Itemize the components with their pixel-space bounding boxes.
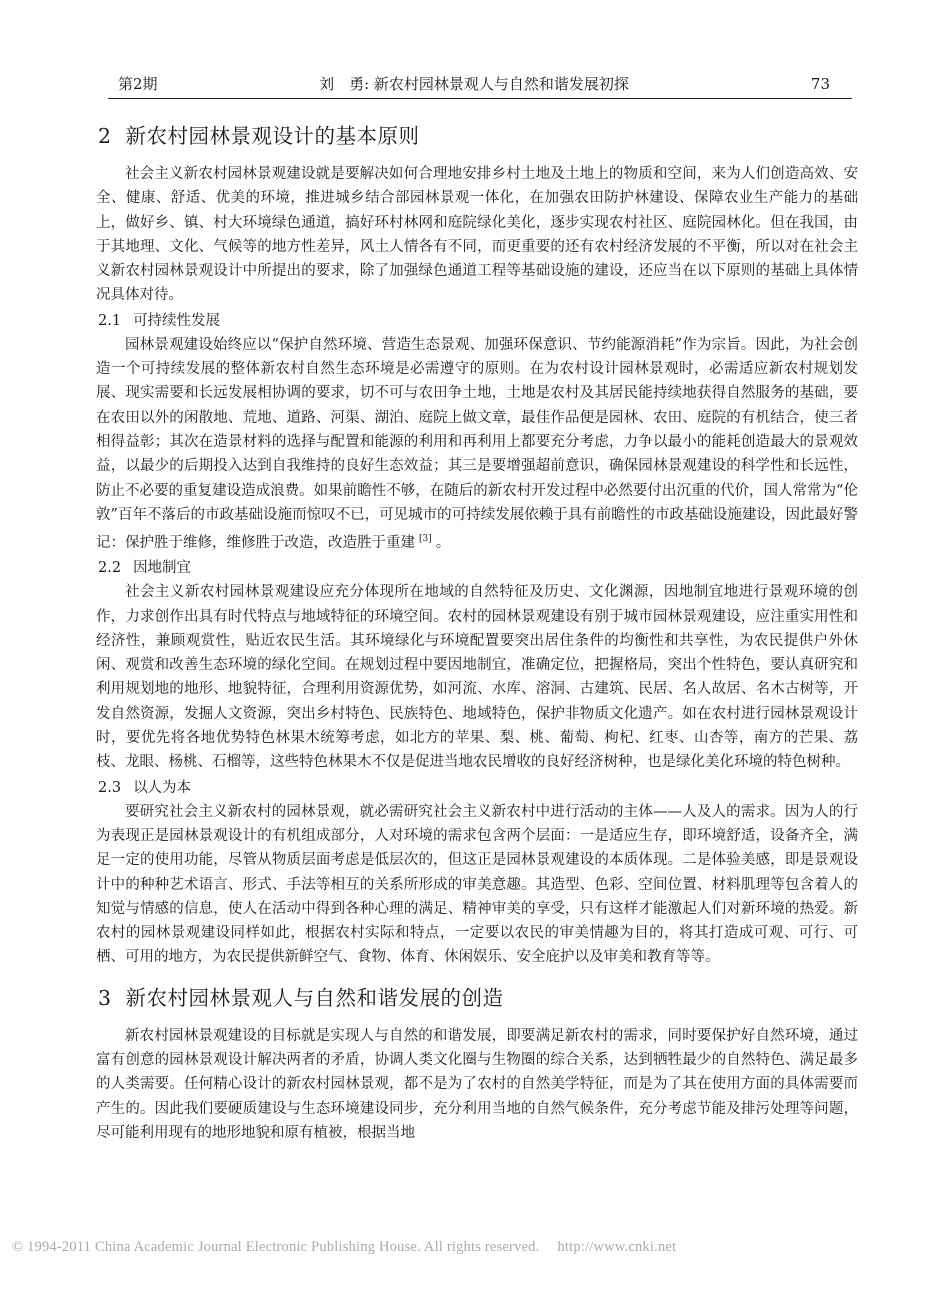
subsection-number: 2.3 [98,779,122,796]
page-number: 73 [810,75,830,93]
running-title: 刘 勇: 新农村园林景观人与自然和谐发展初探 [319,75,629,93]
footer-url[interactable]: http://www.cnki.net [557,1239,677,1255]
section-title: 新农村园林景观人与自然和谐发展的创造 [125,985,504,1010]
subsection-number: 2.2 [98,560,122,577]
section-3-heading [98,982,858,1014]
subsection-2-1-paragraph [96,333,858,556]
subsection-number: 2.1 [98,312,122,329]
subsection-2-3-paragraph: 要研究社会主义新农村的园林景观，就必需研究社会主义新农村中进行活动的主体——人及人的需求。因为人的行为表现正是园林景观设计的有机组成部分，人对环境的需求包含两个层面：一是适应生存，即环境舒适，设备齐全，满足一定的使用功能，尽管从物质层面考虑是低层次的，但这正是园林景观建设的本质体现。二是体验美感，即是景观设计中的种种艺术语言、形式、手法等相互的关系所形成的审美意趣。其造型、色彩、空间位置、材料肌理等包含着人的知觉与情感的信息，使人在活动中得到各种心理的满足、精神审美的享受，只有这样才能激起人们对新环境的热爱。新农村的园林景观建设同样如此，根据农村实际和特点，一定要以农民的审美情趣为目的，将其打造成可观、可行、可栖、可用的地方，为农民提供新鲜空气、食物、体育、休闲娱乐、安全庇护以及审美和教育等等。 [96,803,858,966]
running-header [118,72,830,96]
citation-reference: [3] [419,534,432,545]
issue-number: 第2期 [118,75,158,93]
subsection-title: 因地制宜 [133,560,192,577]
section-title: 新农村园林景观设计的基本原则 [125,124,420,148]
header-rule [108,98,852,99]
subsection-2-2-paragraph: 社会主义新农村园林景观建设应充分体现所在地域的自然特征及历史、文化渊源，因地制宜地进行景观环境的创作，力求创作出具有时代特点与地域特征的环境空间。农村的园林景观建设有别于城市园林景观建设，应注重实用性和经济性，兼顾观赏性，贴近农民生活。其环境绿化与环境配置要突出居住条件的均衡性和共享性，为农民提供户外休闲、观赏和改善生态环境的绿化空间。在规划过程中要因地制宜，准确定位，把握格局，突出个性特色，要认真研究和利用规划地的地形、地貌特征，合理利用资源优势，如河流、水库、溶洞、古建筑、民居、名人故居、名木古树等，开发自然资源，发掘人文资源，突出乡村特色、民族特色、地域特色，保护非物质文化遗产。如在农村进行园林景观设计时，要优先将各地优势特色林果木统筹考虑，如北方的苹果、梨、桃、葡萄、枸杞、红枣、山杏等，南方的芒果、荔枝、龙眼、杨桃、石榴等，这些特色林果木不仅是促进当地农民增收的良好经济树种，也是绿化美化环境的特色树种。 [96,584,858,771]
subsection-2-3-heading [98,776,858,800]
section-2-intro-paragraph: 社会主义新农村园林景观建设就是要解决如何合理地安排乡村土地及土地上的物质和空间，来为人们创造高效、安全、健康、舒适、优美的环境，推进城乡结合部园林景观一体化，在加强农田防护林建设、保障农业生产能力的基础上，做好乡、镇、村大环境绿色通道，搞好环村林网和庭院绿化美化，逐步实现农村社区、庭院园林化。但在我国，由于其地理、文化、气候等的地方性差异，风土人情各有不同，而更重要的还有农村经济发展的不平衡，所以对在社会主义新农村园林景观设计中所提出的要求，除了加强绿色通道工程等基础设施的建设，还应当在以下原则的基础上具体情况具体对待。 [96,166,858,304]
subsection-title: 可持续性发展 [133,312,221,329]
paragraph-end: 。 [435,534,451,551]
subsection-2-1-heading [98,309,858,333]
section-number: 2 [98,124,112,148]
subsection-2-2-heading [98,556,858,580]
copyright-footer [12,1239,942,1256]
section-number: 3 [98,985,112,1010]
section-2-heading [98,120,858,152]
article-body [96,108,858,1145]
subsection-title: 以人为本 [133,779,192,796]
copyright-notice: © 1994-2011 China Academic Journal Electronic Publishing House. All rights reserved. [12,1239,540,1255]
paragraph-text: 园林景观建设始终应以“保护自然环境、营造生态景观、加强环保意识、节约能源消耗”作为宗旨。因此，为社会创造一个可持续发展的整体新农村自然生态环境是必需遵守的原则。在为农村设计园林景观时，必需适应新农村规划发展、现实需要和长远发展相协调的要求，切不可与农田争土地，土地是农村及其居民能持续地获得自然服务的基础，要在农田以外的闲散地、荒地、道路、河渠、湖泊、庭院上做文章，最佳作品便是园林、农田、庭院的有机结合，使三者相得益彰；其次在造景材料的选择与配置和能源的利用和再利用上都要充分考虑，力争以最小的能耗创造最大的景观效益，以最少的后期投入达到自我维持的良好生态效益；其三是要增强超前意识，确保园林景观建设的科学性和长远性，防止不必要的重复建设造成浪费。如果前瞻性不够，在随后的新农村开发过程中必然要付出沉重的代价，国人常常为“伦敦”百年不落后的市政基础设施而惊叹不已，可见城市的可持续发展依赖于具有前瞻性的市政基础设施建设，因此最好警记：保护胜于维修，维修胜于改造，改造胜于重建 [96,336,858,551]
section-3-paragraph: 新农村园林景观建设的目标就是实现人与自然的和谐发展，即要满足新农村的需求，同时要保护好自然环境，通过富有创意的园林景观设计解决两者的矛盾，协调人类文化圈与生物圈的综合关系，达到牺牲最少的自然特色、满足最多的人类需要。任何精心设计的新农村园林景观，都不是为了农村的自然美学特征，而是为了其在使用方面的具体需要而产生的。因此我们要硬质建设与生态环境建设同步，充分利用当地的自然气候条件，充分考虑节能及排污处理等问题，尽可能利用现有的地形地貌和原有植被，根据当地 [96,1027,858,1141]
